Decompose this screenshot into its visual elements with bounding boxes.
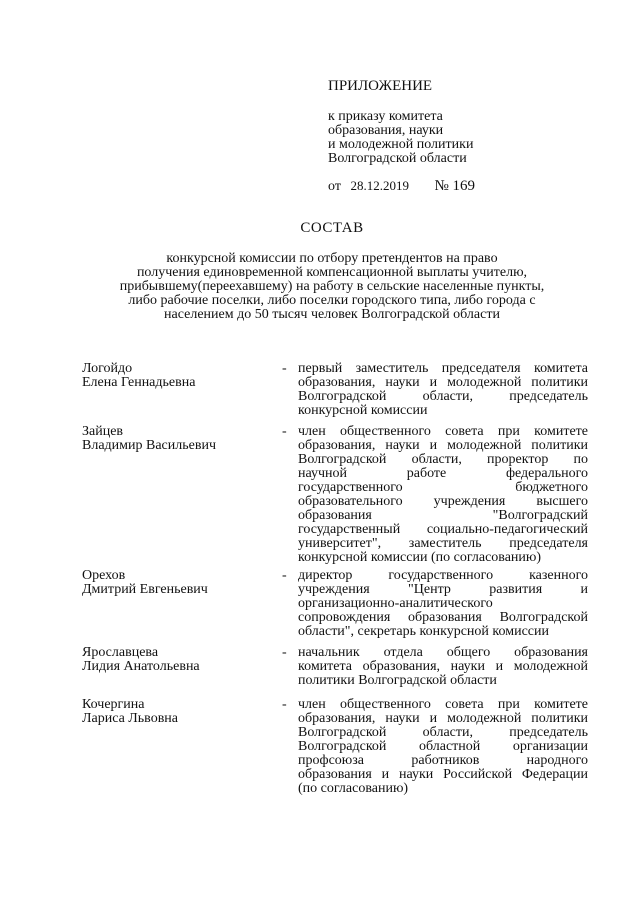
description-line: конкурсной комиссии (по согласованию) [298, 550, 542, 565]
member-surname: Зайцев [82, 424, 124, 439]
subtitle-line: населением до 50 тысяч человек Волгоградской области [164, 307, 500, 322]
description-line: государственный социально-педагогический [298, 522, 588, 537]
member-surname: Кочергина [82, 697, 145, 712]
description-line: образования "Волгоградский [298, 508, 588, 523]
subtitle-line: конкурсной комиссии по отбору претендентов на право [166, 251, 498, 266]
description-line: Волгоградской области, председатель [298, 389, 588, 404]
document-title: СОСТАВ [300, 220, 364, 236]
member-description [298, 698, 588, 796]
document-subtitle [80, 252, 584, 322]
description-line: Волгоградской областной организации [298, 739, 588, 754]
member-surname: Орехов [82, 568, 126, 583]
description-line: начальник отдела общего образования [298, 645, 588, 660]
member-dash: - [282, 697, 287, 712]
appendix-line: Волгоградской области [328, 151, 467, 166]
member-description [298, 646, 588, 688]
subtitle-line: получения единовременной компенсационной выплаты учителю, [136, 265, 528, 280]
member-name [82, 425, 272, 453]
appendix-header [328, 78, 588, 194]
appendix-line: образования, науки [328, 123, 444, 138]
description-line: политики Волгоградской области [298, 673, 497, 688]
description-line: комитета образования, науки и молодежной [298, 659, 588, 674]
appendix-line: к приказу комитета [328, 109, 443, 124]
member-description [298, 425, 588, 565]
description-line: конкурсной комиссии [298, 403, 428, 418]
member-name [82, 569, 272, 597]
description-line: Волгоградской области, председатель [298, 725, 588, 740]
description-line: области", секретарь конкурсной комиссии [298, 624, 549, 639]
member-description [298, 362, 588, 418]
description-line: образования, науки и молодежной политики [298, 375, 588, 390]
member-name [82, 646, 272, 674]
order-date: 28.12.2019 [350, 178, 409, 193]
description-line: первый заместитель председателя комитета [298, 361, 588, 376]
member-dash: - [282, 645, 287, 660]
member-dash: - [282, 361, 287, 376]
member-given-name: Дмитрий Евгеньевич [82, 582, 208, 597]
subtitle-line: либо рабочие поселки, либо поселки городского типа, либо города с [128, 293, 536, 308]
description-line: университет", заместитель председателя [298, 536, 588, 551]
description-line: организационно-аналитического [298, 596, 493, 611]
description-line: сопровождения образования Волгоградской [298, 610, 588, 625]
member-given-name: Елена Геннадьевна [82, 375, 196, 390]
subtitle-line: прибывшему(переехавшему) на работу в сельские населенные пункты, [119, 279, 545, 294]
description-line: учреждения "Центр развития и [298, 582, 588, 597]
description-line: директор государственного казенного [298, 568, 588, 583]
member-surname: Ярославцева [82, 645, 159, 660]
member-description [298, 569, 588, 639]
description-line: образовательного учреждения высшего [298, 494, 588, 509]
description-line: профсоюза работников народного [298, 753, 588, 768]
member-dash: - [282, 568, 287, 583]
description-line: образования, науки и молодежной политики [298, 711, 588, 726]
description-line: Волгоградской области, проректор по [298, 452, 588, 467]
description-line: член общественного совета при комитете [298, 424, 588, 439]
member-name [82, 362, 272, 390]
description-line: член общественного совета при комитете [298, 697, 588, 712]
description-line: научной работе федерального [298, 466, 588, 481]
member-dash: - [282, 424, 287, 439]
member-given-name: Лидия Анатольевна [82, 659, 200, 674]
from-label: от [328, 179, 341, 194]
member-given-name: Владимир Васильевич [82, 438, 216, 453]
order-date-line [328, 179, 588, 194]
appendix-heading: ПРИЛОЖЕНИЕ [328, 78, 433, 94]
description-line: образования и науки Российской Федерации [298, 767, 588, 782]
appendix-line: и молодежной политики [328, 137, 474, 152]
order-number: № 169 [434, 178, 475, 194]
description-line: образования, науки и молодежной политики [298, 438, 588, 453]
description-line: государственного бюджетного [298, 480, 588, 495]
member-name [82, 698, 272, 726]
member-given-name: Лариса Львовна [82, 711, 179, 726]
description-line: (по согласованию) [298, 781, 409, 796]
member-surname: Логойдо [82, 361, 133, 376]
